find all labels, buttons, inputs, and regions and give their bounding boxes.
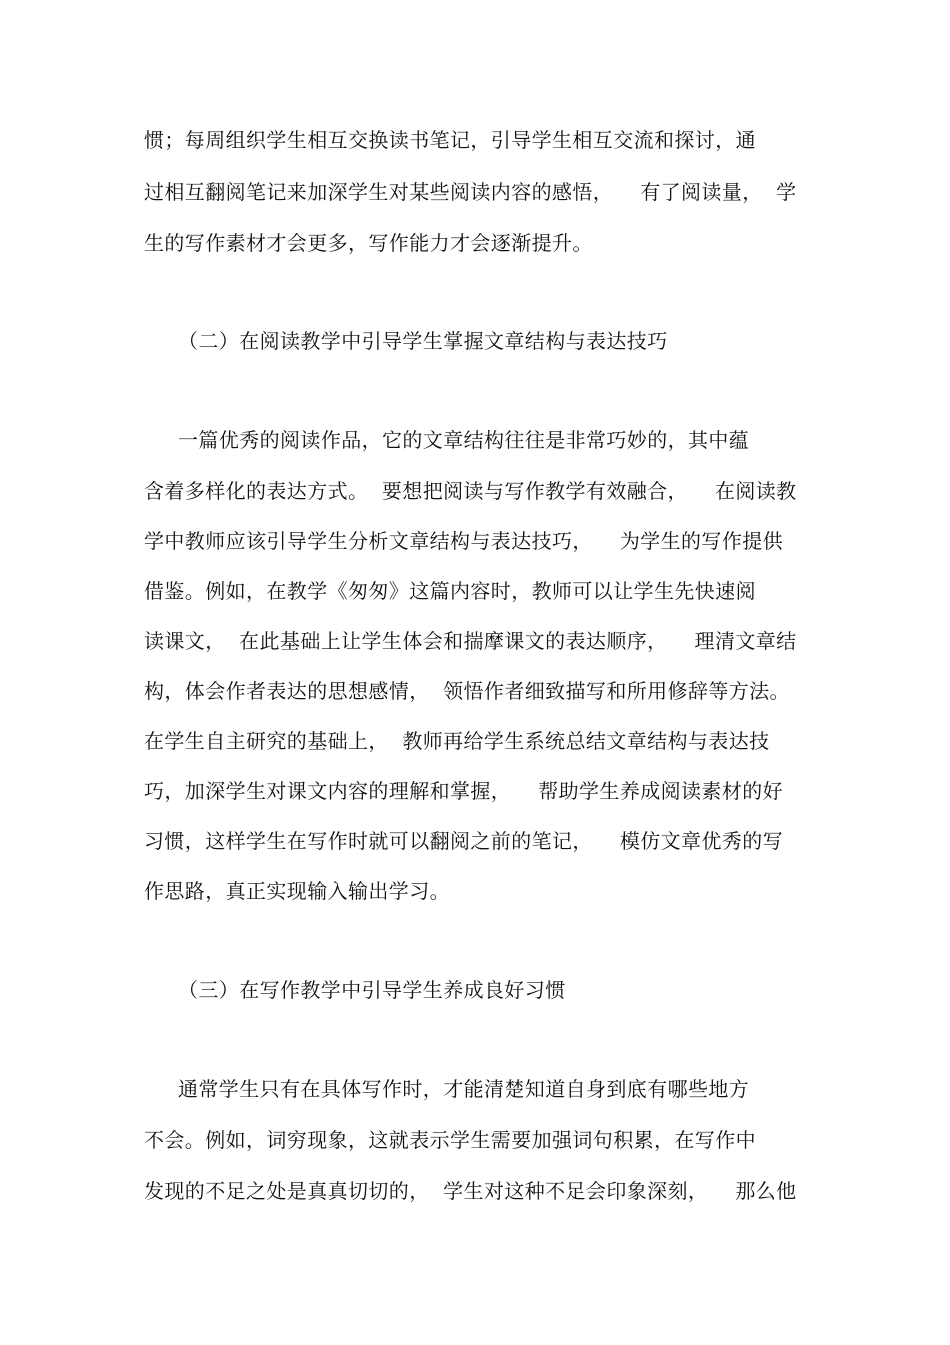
paragraph-2-line-7: 在学生自主研究的基础上， 教师再给学生系统总结文章结构与表达技 [144,729,770,753]
paragraph-1-line-2: 过相互翻阅笔记来加深学生对某些阅读内容的感悟， 有了阅读量， 学 [144,180,797,204]
paragraph-1-line-1: 惯；每周组织学生相互交换读书笔记，引导学生相互交流和探讨，通 [144,128,756,152]
paragraph-2-line-5: 读课文， 在此基础上让学生体会和揣摩课文的表达顺序， 理清文章结 [144,629,797,653]
paragraph-2-line-1: 一篇优秀的阅读作品，它的文章结构往往是非常巧妙的，其中蕴 [178,428,750,452]
paragraph-2-line-4: 借鉴。例如，在教学《匆匆》这篇内容时，教师可以让学生先快速阅 [144,579,756,603]
paragraph-2-line-9: 习惯，这样学生在写作时就可以翻阅之前的笔记， 模仿文章优秀的写 [144,829,784,853]
paragraph-3-line-2: 不会。例如，词穷现象，这就表示学生需要加强词句积累，在写作中 [144,1128,756,1152]
paragraph-3-line-3: 发现的不足之处是真真切切的， 学生对这种不足会印象深刻， 那么他 [144,1179,797,1203]
section-heading-2: （二）在阅读教学中引导学生掌握文章结构与表达技巧 [178,329,668,353]
paragraph-2-line-3: 学中教师应该引导学生分析文章结构与表达技巧， 为学生的写作提供 [144,529,784,553]
paragraph-2-line-6: 构，体会作者表达的思想感情， 领悟作者细致描写和所用修辞等方法。 [144,679,790,703]
paragraph-3-line-1: 通常学生只有在具体写作时，才能清楚知道自身到底有哪些地方 [178,1077,750,1101]
section-heading-3: （三）在写作教学中引导学生养成良好习惯 [178,978,566,1002]
paragraph-2-line-2: 含着多样化的表达方式。 要想把阅读与写作教学有效融合， 在阅读教 [144,479,797,503]
paragraph-1-line-3: 生的写作素材才会更多，写作能力才会逐渐提升。 [144,231,593,255]
paragraph-2-line-8: 巧，加深学生对课文内容的理解和掌握， 帮助学生养成阅读素材的好 [144,779,784,803]
paragraph-2-line-10: 作思路，真正实现输入输出学习。 [144,879,450,903]
